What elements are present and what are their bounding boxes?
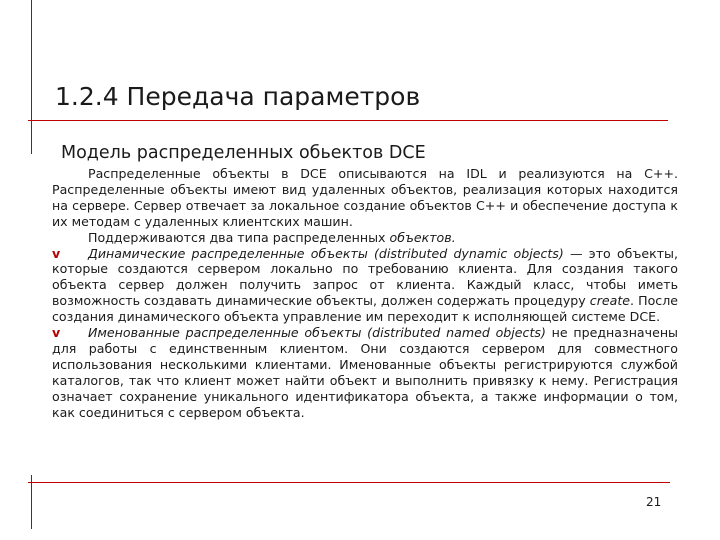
types-lead: Поддерживаются два типа распределенных xyxy=(88,229,390,245)
bullet-icon: v xyxy=(52,325,61,341)
bullet-text-end: . После создания динамического объекта управление им переходит к исполняющей системе DCE. xyxy=(52,293,679,325)
types-paragraph xyxy=(52,230,678,246)
bullet-named-objects xyxy=(52,325,678,420)
bullet-icon: v xyxy=(52,245,61,261)
types-lead-em: объектов. xyxy=(389,229,456,245)
bottom-vertical-rule xyxy=(31,475,32,529)
intro-paragraph: Распределенные объекты в DCE описываются на IDL и реализуются на C++. Распределенные объекты имеют вид удаленных объектов, реализация которых находится на сервере. Сервер отвечает за локальное создание объектов C++ и обеспечение доступа к их методам с удаленных клиентских машин. xyxy=(52,166,678,229)
footer-rule xyxy=(28,482,670,483)
bullet-text: — это объекты, которые создаются сервером локально по требованию клиента. Для создания такого объекта сервер должен получить запрос от клиента. Каждый класс, чтобы иметь возможность создавать динамические объекты, должен содержать процедуру xyxy=(52,245,678,309)
slide-body xyxy=(52,166,678,421)
bullet-term: Именованные распределенные объекты (distributed named objects) xyxy=(88,325,546,341)
bullet-dynamic-objects xyxy=(52,246,678,326)
bullet-term: Динамические распределенные объекты (distributed dynamic objects) xyxy=(88,245,564,261)
slide-title: 1.2.4 Передача параметров xyxy=(55,82,421,111)
bullet-text: не предназначены для работы с единственным клиентом. Они создаются сервером для совместного использования несколькими клиентами. Именованные объекты регистрируются службой каталогов, так что клиент может найти объект и выполнить привязку к нему. Регистрация означает сохранение уникального идентификатора объекта, а также информации о том, как соединиться с сервером объекта. xyxy=(52,325,679,420)
title-underline-rule xyxy=(28,120,668,121)
page-number: 21 xyxy=(646,495,662,509)
top-vertical-rule xyxy=(31,0,32,154)
slide-subtitle: Модель распределенных обьектов DCE xyxy=(61,143,426,163)
code-word: create xyxy=(589,293,631,309)
